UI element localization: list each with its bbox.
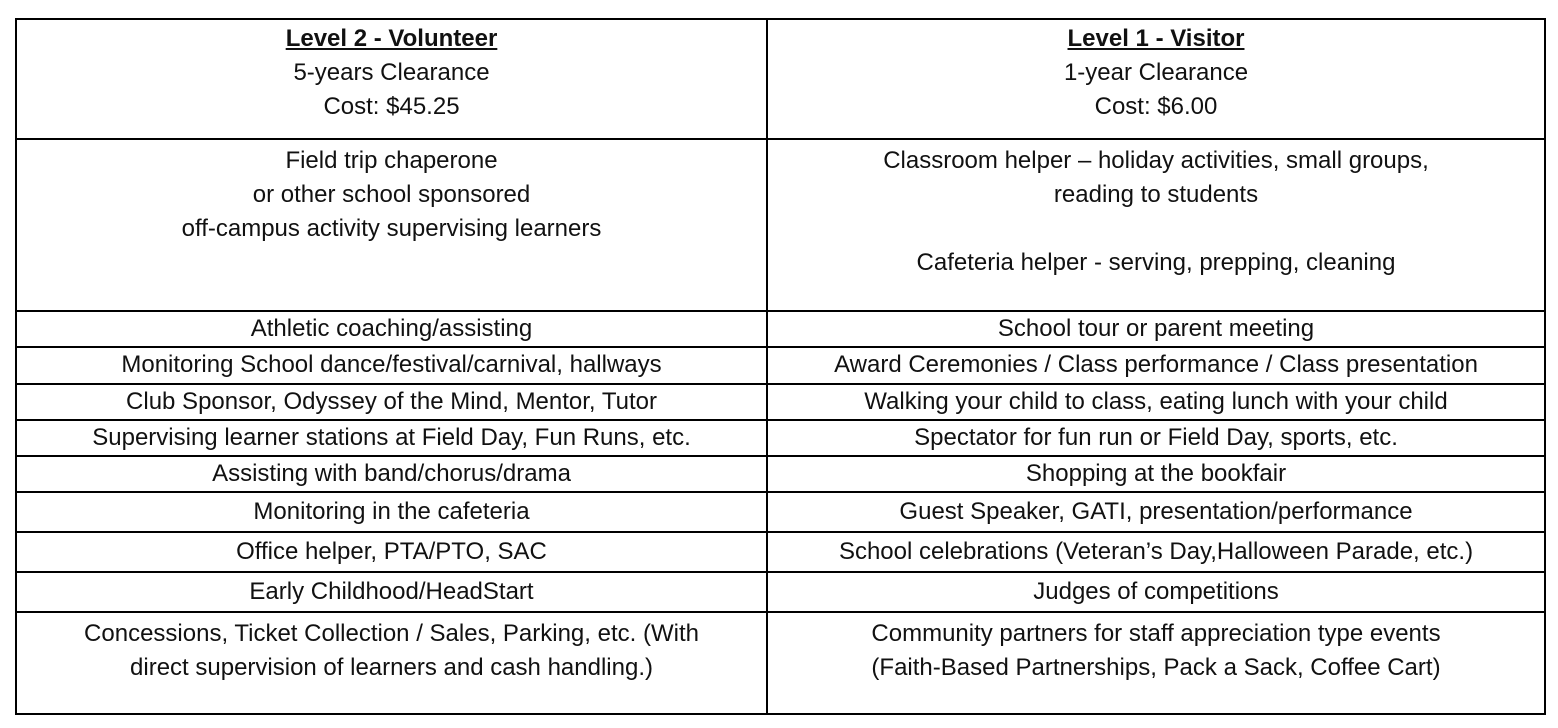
table-row <box>16 311 1545 347</box>
table-row <box>16 532 1545 572</box>
level-2-header-cell <box>16 19 767 139</box>
header-row <box>16 19 1545 139</box>
level-1-activity <box>767 139 1545 311</box>
level-2-activity <box>16 612 767 714</box>
table-row <box>16 347 1545 383</box>
level-2-activity: Office helper, PTA/PTO, SAC <box>16 532 767 572</box>
level-2-activity: Athletic coaching/assisting <box>16 311 767 347</box>
table-row <box>16 456 1545 492</box>
level-1-activity: School tour or parent meeting <box>767 311 1545 347</box>
level-2-clearance: 5-years Clearance <box>293 59 490 86</box>
level-1-activity: Spectator for fun run or Field Day, sports, etc. <box>767 420 1545 456</box>
level-2-activity: Monitoring School dance/festival/carnival, hallways <box>16 347 767 383</box>
activity-line: direct supervision of learners and cash handling.) <box>130 653 653 681</box>
level-2-cost: Cost: $45.25 <box>323 93 460 120</box>
level-2-activity: Early Childhood/HeadStart <box>16 572 767 612</box>
table-row <box>16 612 1545 714</box>
activity-line: reading to students <box>1053 181 1259 209</box>
level-1-cost: Cost: $6.00 <box>1094 93 1218 120</box>
level-2-title: Level 2 - Volunteer <box>285 25 498 52</box>
activity-line: (Faith-Based Partnerships, Pack a Sack, Coffee Cart) <box>871 653 1441 681</box>
table-row <box>16 492 1545 532</box>
level-1-activity: School celebrations (Veteran’s Day,Halloween Parade, etc.) <box>767 532 1545 572</box>
level-2-activity <box>16 139 767 311</box>
level-1-activity: Walking your child to class, eating lunch with your child <box>767 384 1545 420</box>
activity-line: Community partners for staff appreciation type events <box>871 619 1441 647</box>
activity-line: Classroom helper – holiday activities, small groups, <box>883 147 1429 175</box>
activity-line: off-campus activity supervising learners <box>181 215 602 243</box>
level-2-activity: Assisting with band/chorus/drama <box>16 456 767 492</box>
activity-line: or other school sponsored <box>252 181 531 209</box>
table-row <box>16 139 1545 311</box>
level-1-activity: Judges of competitions <box>767 572 1545 612</box>
spacer <box>770 212 1542 246</box>
table-row <box>16 420 1545 456</box>
level-1-activity: Shopping at the bookfair <box>767 456 1545 492</box>
table-row <box>16 572 1545 612</box>
table-row <box>16 384 1545 420</box>
level-1-title: Level 1 - Visitor <box>1067 25 1245 52</box>
clearance-levels-table <box>15 18 1546 715</box>
activity-line: Field trip chaperone <box>285 147 498 175</box>
level-2-activity: Supervising learner stations at Field Day, Fun Runs, etc. <box>16 420 767 456</box>
level-1-activity: Award Ceremonies / Class performance / Class presentation <box>767 347 1545 383</box>
activity-line: Cafeteria helper - serving, prepping, cleaning <box>916 249 1396 277</box>
level-2-activity: Club Sponsor, Odyssey of the Mind, Mentor, Tutor <box>16 384 767 420</box>
level-2-activity: Monitoring in the cafeteria <box>16 492 767 532</box>
level-1-activity: Guest Speaker, GATI, presentation/performance <box>767 492 1545 532</box>
activity-line: Concessions, Ticket Collection / Sales, Parking, etc. (With <box>84 619 699 647</box>
level-1-header-cell <box>767 19 1545 139</box>
level-1-activity <box>767 612 1545 714</box>
level-1-clearance: 1-year Clearance <box>1063 59 1249 86</box>
